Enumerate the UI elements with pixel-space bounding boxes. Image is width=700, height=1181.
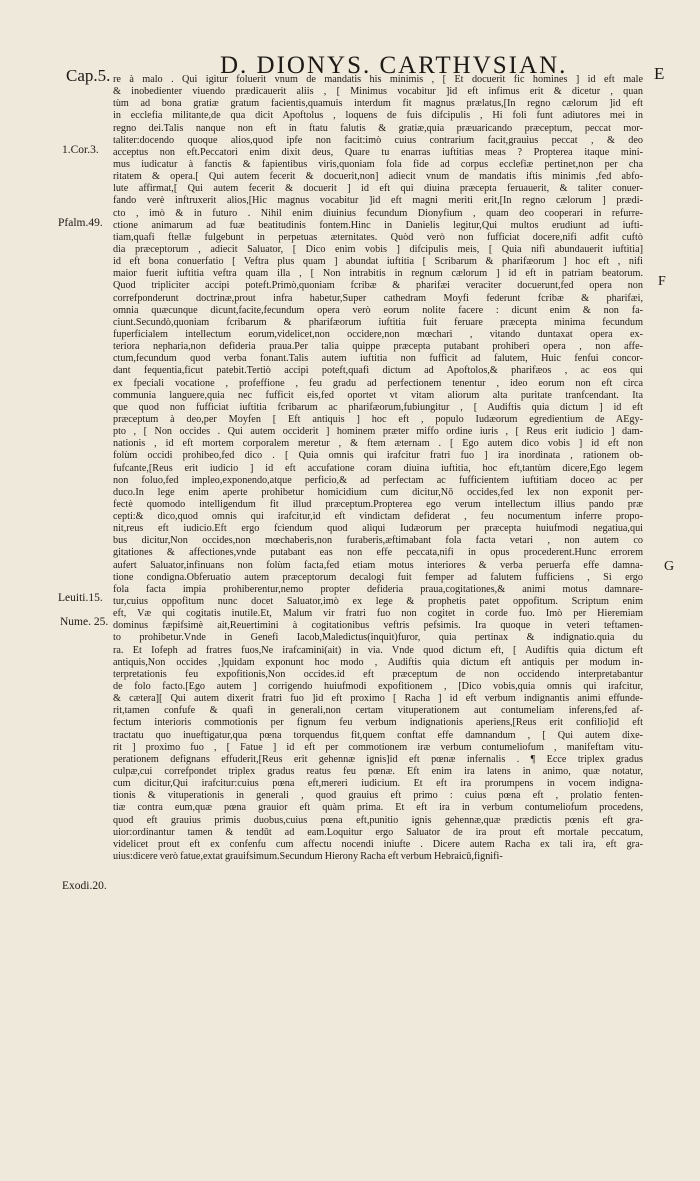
text-line: mus iudicatur à fanctis & fapientibus viris,quoniam fola fide ad corpus ecclefiæ pertinet,non per cha: [113, 158, 643, 170]
text-line: nit,reus eft iudicio.Eft ergo fciendum quod aliqui Iudæorum per præcepta huiufmodi negatiua,qui: [113, 523, 643, 535]
text-line: antiquis,Non occides ,]quidam exponunt hoc modo , Audiftis quia dictum eft antiquis per modum in-: [113, 656, 643, 668]
text-line: & cætera][ Qui autem dixerit fratri fuo ]id eft proximo [ Racha ] id eft verbum indignantis animi effunde-: [113, 693, 643, 705]
text-line: præceptum à deo,per Moyfen [ Eft antiquis ] hoc eft , populo Iudæorum egredientium de AEgy-: [113, 413, 643, 425]
text-line: ex fpeciali vocatione , profeffione , feu gradu ad perfectionem tenentur , ideo eorum non eft circa: [113, 377, 643, 389]
text-line: videlicet prout eft ex confenfu cum affectu nocendi iniufte . Dicere autem Racha ex tali ira, eft gra-: [113, 838, 643, 850]
text-line: dant fequentia,ficut patebit.Tertiò accipi poteft,quafi dictum ad Apoftolos,& pharifæos , ac eos qui: [113, 365, 643, 377]
text-line: id eft bona conuerfatio [ Veftra plus quam ] abundat iuftitia [ Scribarum & pharifæorum ] hoc eft , nifi: [113, 256, 643, 268]
text-line: ciunt.Secundò,quoniam fcribarum & pharifæorum iuftitia fuit feruare præcepta minima fecundum: [113, 316, 643, 328]
text-line: teriora nepharia,non defideria praua.Per talia quippe præcepta putabant prohiberi opera , non affe-: [113, 341, 643, 353]
margin-note: Exodi.20.: [62, 880, 107, 892]
text-line: uior:ordinantur tamen & tendūt ad eam.Loquitur ergo Saluator de ira prout eft mortale peccatum,: [113, 826, 643, 838]
text-line: eft, Væ qui cogitatis inutile.Et, Malum vir fratri fuo non cogitet in corde fuo. Imò per Hieremiam: [113, 608, 643, 620]
text-line: tractatu quo inueftigatur,qua pœna torquendus fit,quem conftat effe damnandum , [ Qui autem dixe-: [113, 729, 643, 741]
text-line: taliter:docendo quoque alios,quod ipfe non facit:imò cuius contrarium facit,grauius peccat , & deo: [113, 134, 643, 146]
text-line: Quod tripliciter accipi poteft.Primò,quoniam fcribæ & pharifæi veraciter docuerunt,fed opera non: [113, 280, 643, 292]
text-line: acceptus non eft.Peccatori enim dixit deus, Quare tu enarras iuftitias meas ? Propterea itaque mini-: [113, 146, 643, 158]
text-line: in ecclefia militante,de qua dicit Apoftolus , loquens de fuis difcipulis , Hi foli funt adiutores mei in: [113, 110, 643, 122]
text-line: regno dei.Talis nanque non eft in ftatu falutis & gratiæ,quia præuaricando præceptum, peccat mor-: [113, 122, 643, 134]
corner-marker: E: [654, 64, 665, 83]
text-line: ra. Et Iofeph ad fratres fuos,Ne irafcamini(ait) in via. Vnde quod dictum eft, [ Audiftis quia dictum eft: [113, 644, 643, 656]
text-line: tione condigna.Obferuatio autem præceptorum decalogi fuit femper ad falutem fufficiens , Si ergo: [113, 571, 643, 583]
text-line: tiam,quafi ftellæ fulgebunt in perpetuas æternitates. Quòd verò non fufficiat docere,nifi adfit cuftò: [113, 231, 643, 243]
text-line: aufert Saluator,infinuans non folùm facta,fed etiam motus interiores & verba peruerfa effe damna-: [113, 559, 643, 571]
text-line: perationem defignans effuderit,[Reus erit gehennæ ignis]id eft pœnæ infernalis . ¶ Ecce triplex gradus: [113, 753, 643, 765]
text-line: terpretationis feu expofitionis,Non occides.id eft præceptum de non occidendo interpretabantur: [113, 668, 643, 680]
text-line: to prohibetur.Vnde in Genefi Iacob,Maledictus(inquit)furor, quia pertinax & indignatio.quia du: [113, 632, 643, 644]
text-line: fufcante,[Reus erit iudicio ] id eft accufatione coram diuina iuftitia, hoc eft,tantùm dicere,Ego legem: [113, 462, 643, 474]
text-line: fola facta impia prohiberentur,nemo propter defideria praua,cogitationes,& animi motus damnare-: [113, 583, 643, 595]
text-line: quod eft grauius primis duobus,cuius pœna eft,punitio ignis gehennæ,quæ prædictis pœnis eft gra-: [113, 814, 643, 826]
text-line: omnia quæcunque dicunt,facite,fecundum opera verò eorum nolite facere : dicunt enim & non fa-: [113, 304, 643, 316]
text-line: fectum interioris commotionis per fignum feu verbum indignationis aperiens,[Reus erit confilio]id eft: [113, 717, 643, 729]
text-line: dia præceptorum , adiecit Saluator, [ Dico enim vobis ] difcipulis meis, [ Quia nifi abundauerit iuftitia]: [113, 243, 643, 255]
text-line: maior fuerit iuftitia veftra quam illa , [ Non intrabitis in regnum cælorum ] id eft in patriam beatorum.: [113, 268, 643, 280]
text-line: ritatem & opera.[ Qui autem fecerit & docuerit,non] adiecit vnum de mandatis iftis minimis ,fed abfo-: [113, 171, 643, 183]
text-line: dominus fæpifsimè ait,Reuertimini à cogitationibus veftris pefsimis. Ira quoque in veteri teftamen-: [113, 620, 643, 632]
margin-note: 1.Cor.3.: [62, 144, 99, 156]
text-line: fuperficialem intellectum eorum,videlicet,non occidere,non mœchari , vitando duntaxat opera ex-: [113, 328, 643, 340]
text-line: fando verè inftruxerit alios,[Hic magnus vocabitur ]id eft magni meriti erit,[In regno cælorum ] prædi-: [113, 195, 643, 207]
text-line: pto , [ Non occides . Qui autem occiderit ] hominem præter miffo ordine iuris , [ Reus erit iudicio ] dam-: [113, 426, 643, 438]
text-line: cto , imò & in futuro . Nihil enim diuinius fecundum Dionyfium , quam deo cooperari in refurre-: [113, 207, 643, 219]
text-line: folùm occidi prohibeo,fed dico . [ Quia omnis qui irafcitur fratri fuo ] ira inordinata , rationem ob-: [113, 450, 643, 462]
text-line: ctum,fecundum quod verba fonant.Talis autem iuftitia non fufficit ad falutem, Huic fenfui concor-: [113, 353, 643, 365]
text-line: rit ] proximo fuo , [ Fatue ] id eft per commotionem iræ verbum contumeliofum , manifeftam vitu-: [113, 741, 643, 753]
text-line: non foluo,fed impleo,exponendo,atque perficio,& ad perfectam ac fufficientem iuftitiam doceo ac per: [113, 474, 643, 486]
text-line: cepti:& dico,quod omnis qui irafcitur,id eft vindictam defiderat , feu nocumentum inferre propo-: [113, 511, 643, 523]
running-title: D. DIONYS. CARTHVSIAN.: [220, 52, 568, 79]
text-line: cum dicitur,Qui irafcitur:cuius pœna eft,mereri iudicium. Et eft ira prorumpens in vocem indigna-: [113, 778, 643, 790]
text-line: nationis , id eft mortem corporalem meretur , & ftem æternam . [ Ego autem dico vobis ] id eft non: [113, 438, 643, 450]
chapter-label: Cap.5.: [66, 66, 111, 85]
body-text: [113, 74, 643, 863]
text-line: ctione animarum ad fuæ beatitudinis fontem.Hinc in Danielis legitur,Qui multos erudiunt ad iufti-: [113, 219, 643, 231]
text-line: correfponderunt doctrinæ,prout infra habetur,Super cathedram Moyfi federunt fcribæ & pharifæi,: [113, 292, 643, 304]
text-line: fectè quomodo intelligendum fit illud præceptum.Propterea ego verum intellectum illius pando præ: [113, 498, 643, 510]
text-line: duco.In lege enim aperte prohibetur homicidium cum dicitur,Nō occides,fed lex non exponit per-: [113, 486, 643, 498]
margin-note: Nume. 25.: [60, 616, 109, 628]
text-line: bus dicitur,Non occides,non mœchaberis,non furaberis,æftimabant fola facta vetari , non autem co: [113, 535, 643, 547]
margin-note: Leuiti.15.: [58, 592, 103, 604]
text-line: de folo facto.[Ego autem ] corrigendo huiufmodi expofitionem , [Dico vobis,quia omnis qui irafcitur,: [113, 681, 643, 693]
text-line: re à malo . Qui igitur foluerit vnum de mandatis his minimis , [ Et docuerit fic homines ] id eft male: [113, 74, 643, 85]
margin-marker-g: G: [664, 559, 675, 574]
margin-marker-f: F: [658, 274, 666, 289]
text-line: tùm ad bona gratiæ gratum facientis,quamuis interdum fit magnus prælatus,[In regno cælorum ]id eft: [113, 98, 643, 110]
text-line: que quod non fufficiat iuftitia fcribarum ac pharifæorum,fubiungitur , [ Audiftis quia dictum ] id eft: [113, 401, 643, 413]
text-line: tur,cuius oppofitum nunc docet Saluator,imò ex lege & prophetis patet oppofitum. Scriptum enim: [113, 596, 643, 608]
text-line: rit,tamen confufe & quafi in generali,non certam vituperationem aut contumeliam inferens,fed af-: [113, 705, 643, 717]
text-line: tiæ contra eum,quæ pœna grauior eft quàm prima. Et eft ira in verbum contumeliofum procedens,: [113, 802, 643, 814]
text-line: gitationes & affectiones,vnde putabant eas non effe peccata,nifi in opus procederent.Hunc errorem: [113, 547, 643, 559]
text-line: culpæ,cui correfpondet triplex gradus reatus feu pœnæ. Eft enim ira latens in animo, quæ notatur,: [113, 766, 643, 778]
text-line: communia languere,quia nec fufficit eis,fed oportet vt vitam aliorum alta puritate tranfcendant. Ita: [113, 389, 643, 401]
text-line: & inobedienter viuendo prædicauerit aliis , [ Minimus vocabitur ]id eft infimus erit & dicetur , quan: [113, 86, 643, 98]
margin-note: Pfalm.49.: [58, 217, 103, 229]
text-line: tionis & vituperationis in generali , quod grauius eft primo : cuius pœna eft , prolatio fenten-: [113, 790, 643, 802]
text-line: lute affirmat,[ Qui autem fecerit & docuerit ] id eft qui diuina præcepta feruauerit, & taliter conuer-: [113, 183, 643, 195]
text-line: uius:dicere verò fatue,extat grauifsimum.Secundum Hierony Racha eft verbum Hebraicū,fignifi-: [113, 851, 503, 862]
